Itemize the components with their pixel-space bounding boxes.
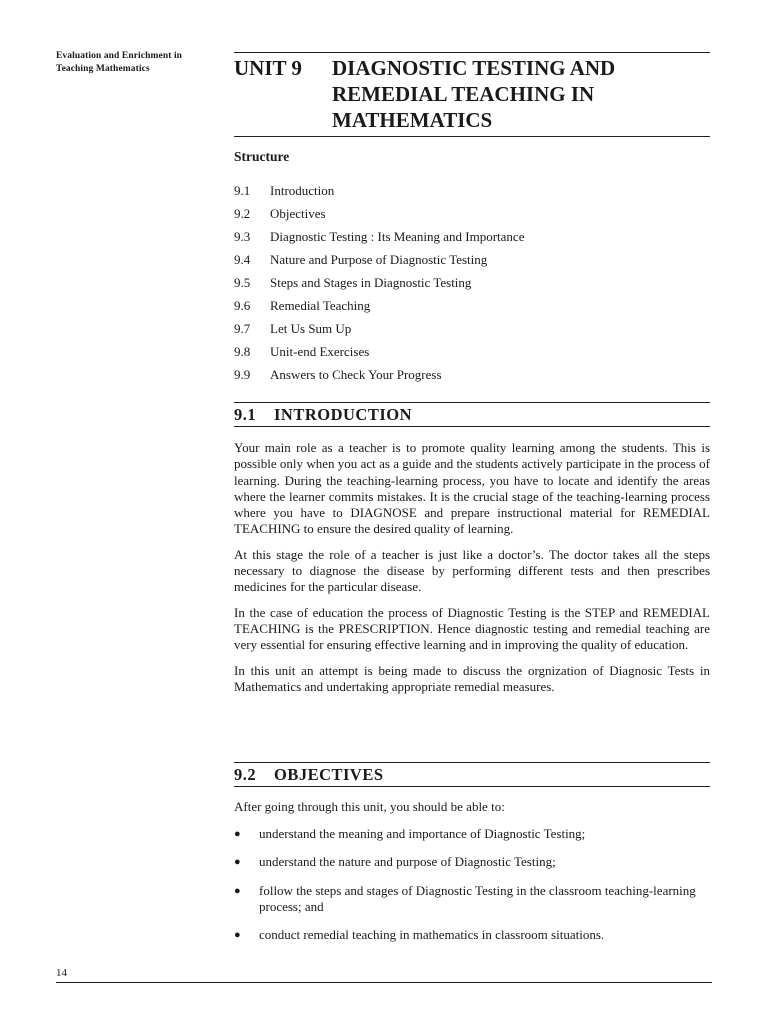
section-heading-objectives xyxy=(234,762,710,787)
structure-item-title: Objectives xyxy=(270,206,326,221)
list-item-text: follow the steps and stages of Diagnostic Testing in the classroom teaching-learning process; and xyxy=(259,882,696,914)
structure-item xyxy=(234,205,710,228)
unit-title-line-1: DIAGNOSTIC TESTING AND xyxy=(332,56,616,80)
structure-item-title: Remedial Teaching xyxy=(270,298,371,313)
section-title: OBJECTIVES xyxy=(274,765,384,784)
list-item xyxy=(234,883,710,916)
structure-item-number: 9.2 xyxy=(234,206,251,221)
structure-item-number: 9.5 xyxy=(234,275,251,290)
structure-list xyxy=(234,182,710,389)
structure-item-title: Diagnostic Testing : Its Meaning and Importance xyxy=(270,229,525,244)
structure-item xyxy=(234,228,710,251)
unit-name xyxy=(332,55,710,133)
unit-title-line-3: MATHEMATICS xyxy=(332,108,493,132)
section-number: 9.1 xyxy=(234,405,257,424)
structure-item-number: 9.6 xyxy=(234,298,251,313)
structure-item-number: 9.1 xyxy=(234,183,251,198)
structure-item xyxy=(234,343,710,366)
list-item-text: understand the meaning and importance of Diagnostic Testing; xyxy=(259,826,586,841)
structure-item xyxy=(234,182,710,205)
paragraph: In the case of education the process of Diagnostic Testing is the STEP and REMEDIAL TEACHING is the PRESCRIPTION. Hence diagnostic testing and remedial teaching are very essential for ensuring effective learning and in improving the quality of education. xyxy=(234,604,710,653)
structure-item xyxy=(234,251,710,274)
structure-item-number: 9.4 xyxy=(234,252,251,267)
paragraph: In this unit an attempt is being made to discuss the orgnization of Diagnosic Tests in Mathematics and undertaking appropriate remedial measures. xyxy=(234,662,710,694)
running-header-line-1: Evaluation and Enrichment in xyxy=(56,51,183,61)
structure-item-title: Let Us Sum Up xyxy=(270,321,352,336)
list-item xyxy=(234,854,710,870)
bullet-icon: ● xyxy=(234,929,241,942)
section-title: INTRODUCTION xyxy=(274,405,413,424)
bullet-icon: ● xyxy=(234,828,241,840)
structure-item-number: 9.9 xyxy=(234,367,251,382)
bullet-icon: ● xyxy=(234,856,241,869)
running-header xyxy=(56,50,216,76)
structure-item-title: Nature and Purpose of Diagnostic Testing xyxy=(270,252,488,267)
structure-item xyxy=(234,320,710,343)
objectives-list xyxy=(234,826,710,955)
bullet-icon: ● xyxy=(234,884,241,897)
structure-item-title: Steps and Stages in Diagnostic Testing xyxy=(270,275,472,290)
page-number: 14 xyxy=(56,967,67,979)
running-header-line-2: Teaching Mathematics xyxy=(56,64,150,74)
structure-heading: Structure xyxy=(234,149,290,164)
list-item xyxy=(234,927,710,943)
paragraph: Your main role as a teacher is to promote quality learning among the students. This is possible only when you act as a guide and the students actively participate in the process of learning. During the teaching-learning process, you have to locate and identify the areas where the learner commits mistakes. It is the crucial stage of the teaching-learning process where you have to DIAGNOSE and prepare instructional material for REMEDIAL TEACHING to ensure the desired quality of learning. xyxy=(234,440,710,537)
structure-item-number: 9.7 xyxy=(234,321,251,336)
structure-item-title: Introduction xyxy=(270,183,335,198)
unit-title-block xyxy=(234,52,710,137)
structure-item-number: 9.3 xyxy=(234,229,251,244)
unit-title-line-2: REMEDIAL TEACHING IN xyxy=(332,82,595,106)
structure-item xyxy=(234,297,710,320)
unit-label: UNIT 9 xyxy=(234,56,302,80)
list-item-text: conduct remedial teaching in mathematics in classroom situations. xyxy=(259,927,605,943)
footer-rule xyxy=(56,982,712,983)
structure-item xyxy=(234,274,710,297)
structure-item-title: Answers to Check Your Progress xyxy=(270,367,442,382)
structure-item xyxy=(234,366,710,389)
section-number: 9.2 xyxy=(234,765,257,784)
list-item xyxy=(234,826,710,842)
structure-item-title: Unit-end Exercises xyxy=(270,344,370,359)
list-item-text: understand the nature and purpose of Diagnostic Testing; xyxy=(259,854,556,870)
structure-item-number: 9.8 xyxy=(234,344,251,359)
section-heading-introduction xyxy=(234,402,710,427)
introduction-body xyxy=(234,440,710,704)
objectives-intro: After going through this unit, you should be able to: xyxy=(234,799,505,814)
paragraph: At this stage the role of a teacher is just like a doctor’s. The doctor takes all the steps necessary to diagnose the disease by performing different tests and then prescribes medicines for the particular disease. xyxy=(234,546,710,595)
